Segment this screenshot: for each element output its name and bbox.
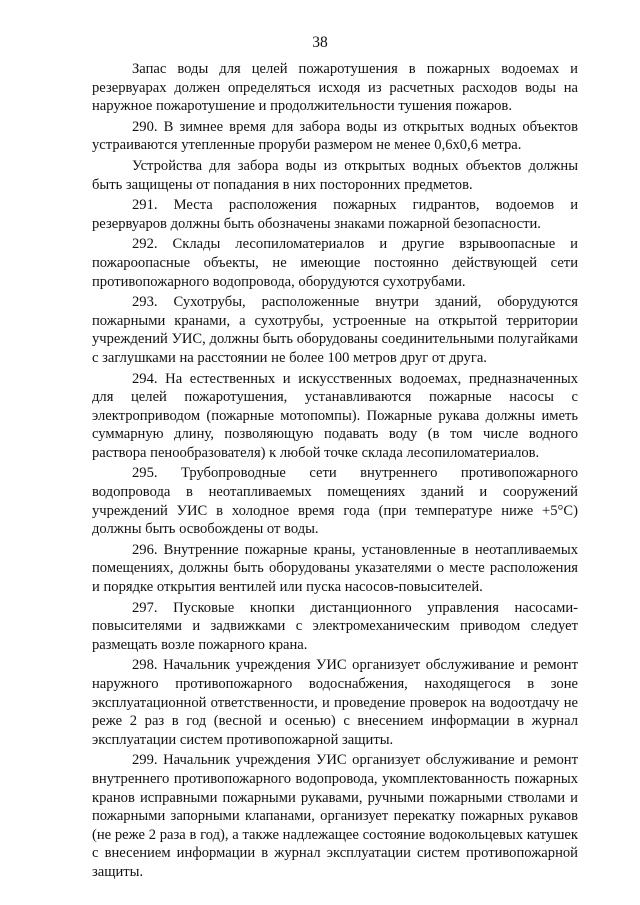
paragraph-294: 294. На естественных и искусственных водоемах, предназначенных для целей пожаротушения, устанавливаются пожарные насосы с электроприводом (пожарные мотопомпы). Пожарные рукава должны иметь суммарную длину, позволяющую подавать воду (в том числе водного раствора пенообразователя) к любой точке склада лесопиломатериалов. (92, 370, 578, 461)
paragraph-299: 299. Начальник учреждения УИС организует обслуживание и ремонт внутреннего противопожарного водопровода, укомплектованность пожарных кранов исправными пожарными рукавами, ручными пожарными стволами и пожарными запорными клапанами, организует перекатку пожарных рукавов (не реже 2 раза в год), а также надлежащее состояние водокольцевых катушек с внесением информации в журнал эксплуатации систем противопожарной защиты. (92, 752, 578, 880)
page-number: 38 (312, 34, 328, 51)
paragraph-291: 291. Места расположения пожарных гидрантов, водоемов и резервуаров должны быть обозначены знаками пожарной безопасности. (92, 197, 578, 232)
paragraph-water-reserve: Запас воды для целей пожаротушения в пожарных водоемах и резервуарах должен определяться исходя из расчетных расходов воды на наружное пожаротушение и продолжительности тушения пожаров. (92, 61, 578, 115)
paragraph-297: 297. Пусковые кнопки дистанционного управления насосами-повысителями и задвижками с электромеханическим приводом следует размещать возле пожарного крана. (92, 599, 578, 653)
paragraph-296: 296. Внутренние пожарные краны, установленные в неотапливаемых помещениях, должны быть оборудованы указателями о месте расположения и порядке открытия вентилей или пуска насосов-повысителей. (92, 541, 578, 596)
document-body (92, 60, 578, 884)
paragraph-293: 293. Сухотрубы, расположенные внутри зданий, оборудуются пожарными кранами, а сухотрубы, устроенные на открытой территории учреждений УИС, должны быть оборудованы соединительными полугайками с заглушками на расстоянии не более 100 метров друг от друга. (92, 294, 578, 366)
paragraph-290: 290. В зимнее время для забора воды из открытых водных объектов устраиваются утепленные проруби размером не менее 0,6х0,6 метра. (92, 118, 578, 154)
paragraph-292: 292. Склады лесопиломатериалов и другие взрывоопасные и пожароопасные объекты, не имеющие постоянно действующей сети противопожарного водопровода, оборудуются сухотрубами. (92, 236, 578, 290)
paragraph-intake-devices: Устройства для забора воды из открытых водных объектов должны быть защищены от попадания в них посторонних предметов. (92, 157, 578, 193)
paragraph-295: 295. Трубопроводные сети внутреннего противопожарного водопровода в неотапливаемых помещениях зданий и сооружений учреждений УИС в холодное время года (при температуре ниже +5°С) должны быть освобождены от воды. (92, 465, 578, 538)
paragraph-298: 298. Начальник учреждения УИС организует обслуживание и ремонт наружного противопожарного водоснабжения, находящегося в зоне эксплуатационной ответственности, и проведение проверок на водоотдачу не реже 2 раз в год (весной и осенью) с внесением информации в журнал эксплуатации систем противопожарной защиты. (92, 657, 578, 748)
